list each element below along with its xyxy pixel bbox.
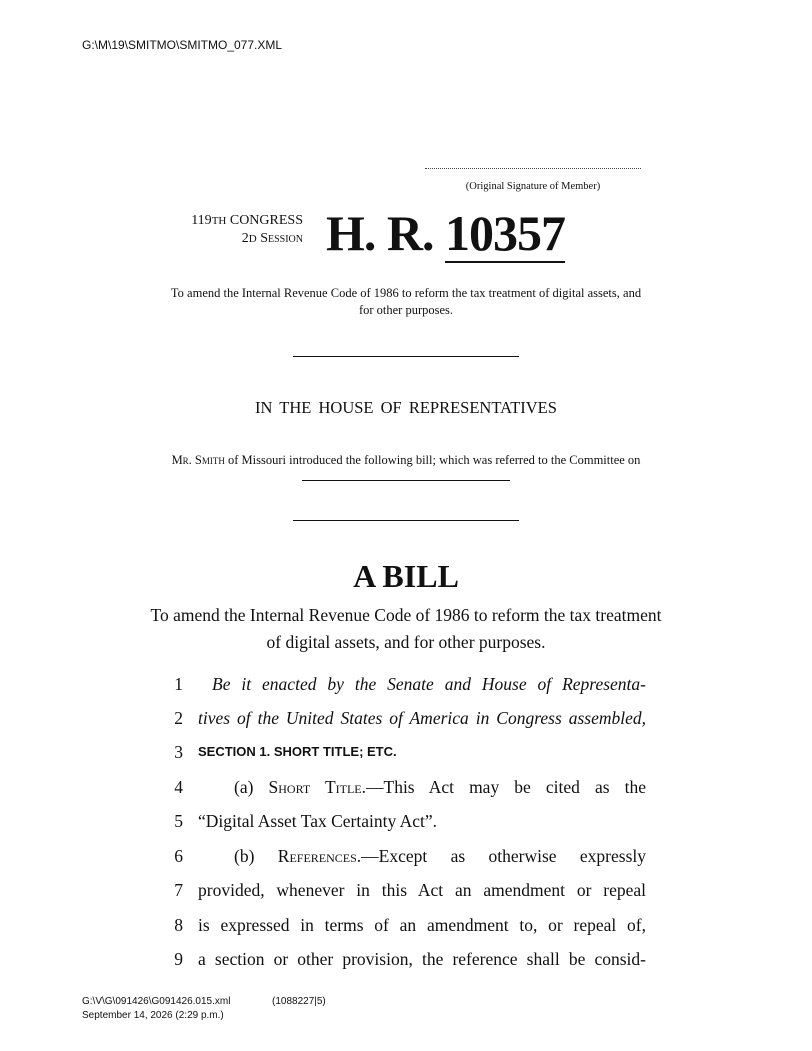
signature-label: (Original Signature of Member): [465, 181, 601, 192]
line-number: 4: [174, 777, 183, 797]
line-text: is expressed in terms of an amendment to, or repeal of,: [198, 915, 646, 935]
congress-number: 119: [191, 213, 212, 228]
line-text: [198, 845, 646, 867]
subsection-title: Short Title: [268, 777, 362, 797]
line-text: provided, whenever in this Act an amendment or repeal: [198, 880, 646, 900]
bill-purpose: To amend the Internal Revenue Code of 1986 to reform the tax treatment of digital assets, and for other purposes.: [150, 605, 662, 652]
line-number: 9: [174, 949, 183, 969]
line-number: 7: [174, 880, 183, 900]
bill-prefix: H. R.: [326, 205, 434, 261]
line-text: Be it enacted by the Senate and House of Representa-: [212, 674, 646, 694]
house-title: IN THE HOUSE OF REPRESENTATIVES: [255, 398, 557, 417]
introduction: [166, 452, 646, 486]
line-body: .—Except as otherwise expressly: [356, 846, 647, 866]
session-word: Session: [256, 231, 303, 246]
line-text: tives of the United States of America in Congress assembled,: [198, 708, 646, 728]
session-number: 2: [241, 231, 249, 246]
line-number: 2: [174, 708, 183, 728]
committee-blank: [302, 469, 510, 481]
line-number: 8: [174, 915, 183, 935]
introduction-text: of Missouri introduced the following bill; which was referred to the Committee on: [224, 453, 641, 467]
bill-number: [326, 205, 565, 261]
line-number: 6: [174, 846, 183, 866]
session-line: [163, 230, 303, 248]
subsection-marker: (a): [234, 777, 269, 797]
signature-line: [425, 168, 641, 169]
congress-line: [163, 212, 303, 230]
short-purpose: To amend the Internal Revenue Code of 1986 to reform the tax treatment of digital assets, and for other purposes.: [170, 286, 642, 317]
line-text: a section or other provision, the reference shall be consid-: [198, 949, 646, 969]
divider: [293, 356, 519, 357]
congress-word: CONGRESS: [226, 213, 303, 228]
subsection-marker: (b): [234, 846, 278, 866]
divider: [293, 520, 519, 521]
session-ordinal: D: [248, 233, 257, 245]
sponsor-name: Mr. Smith: [171, 453, 225, 467]
footer-file-path: G:\V\G\091426\G091426.015.xml: [82, 996, 231, 1007]
line-text: “Digital Asset Tax Certainty Act”.: [198, 811, 438, 831]
line-number: 3: [174, 742, 183, 762]
bill-number-value: 10357: [445, 205, 565, 261]
file-path: G:\M\19\SMITMO\SMITMO_077.XML: [82, 38, 283, 52]
footer-date: September 14, 2026 (2:29 p.m.): [82, 1010, 224, 1021]
footer-code: (1088227|5): [272, 996, 326, 1007]
line-number: 5: [174, 811, 183, 831]
congress-ordinal: TH: [211, 215, 227, 227]
a-bill-heading: A BILL: [353, 558, 459, 594]
congress-session: [163, 212, 303, 248]
section-heading: SECTION 1. SHORT TITLE; ETC.: [198, 744, 397, 759]
line-text: [198, 776, 646, 798]
subsection-title: References: [277, 846, 357, 866]
line-number: 1: [174, 674, 183, 694]
line-body: .—This Act may be cited as the: [361, 777, 646, 797]
